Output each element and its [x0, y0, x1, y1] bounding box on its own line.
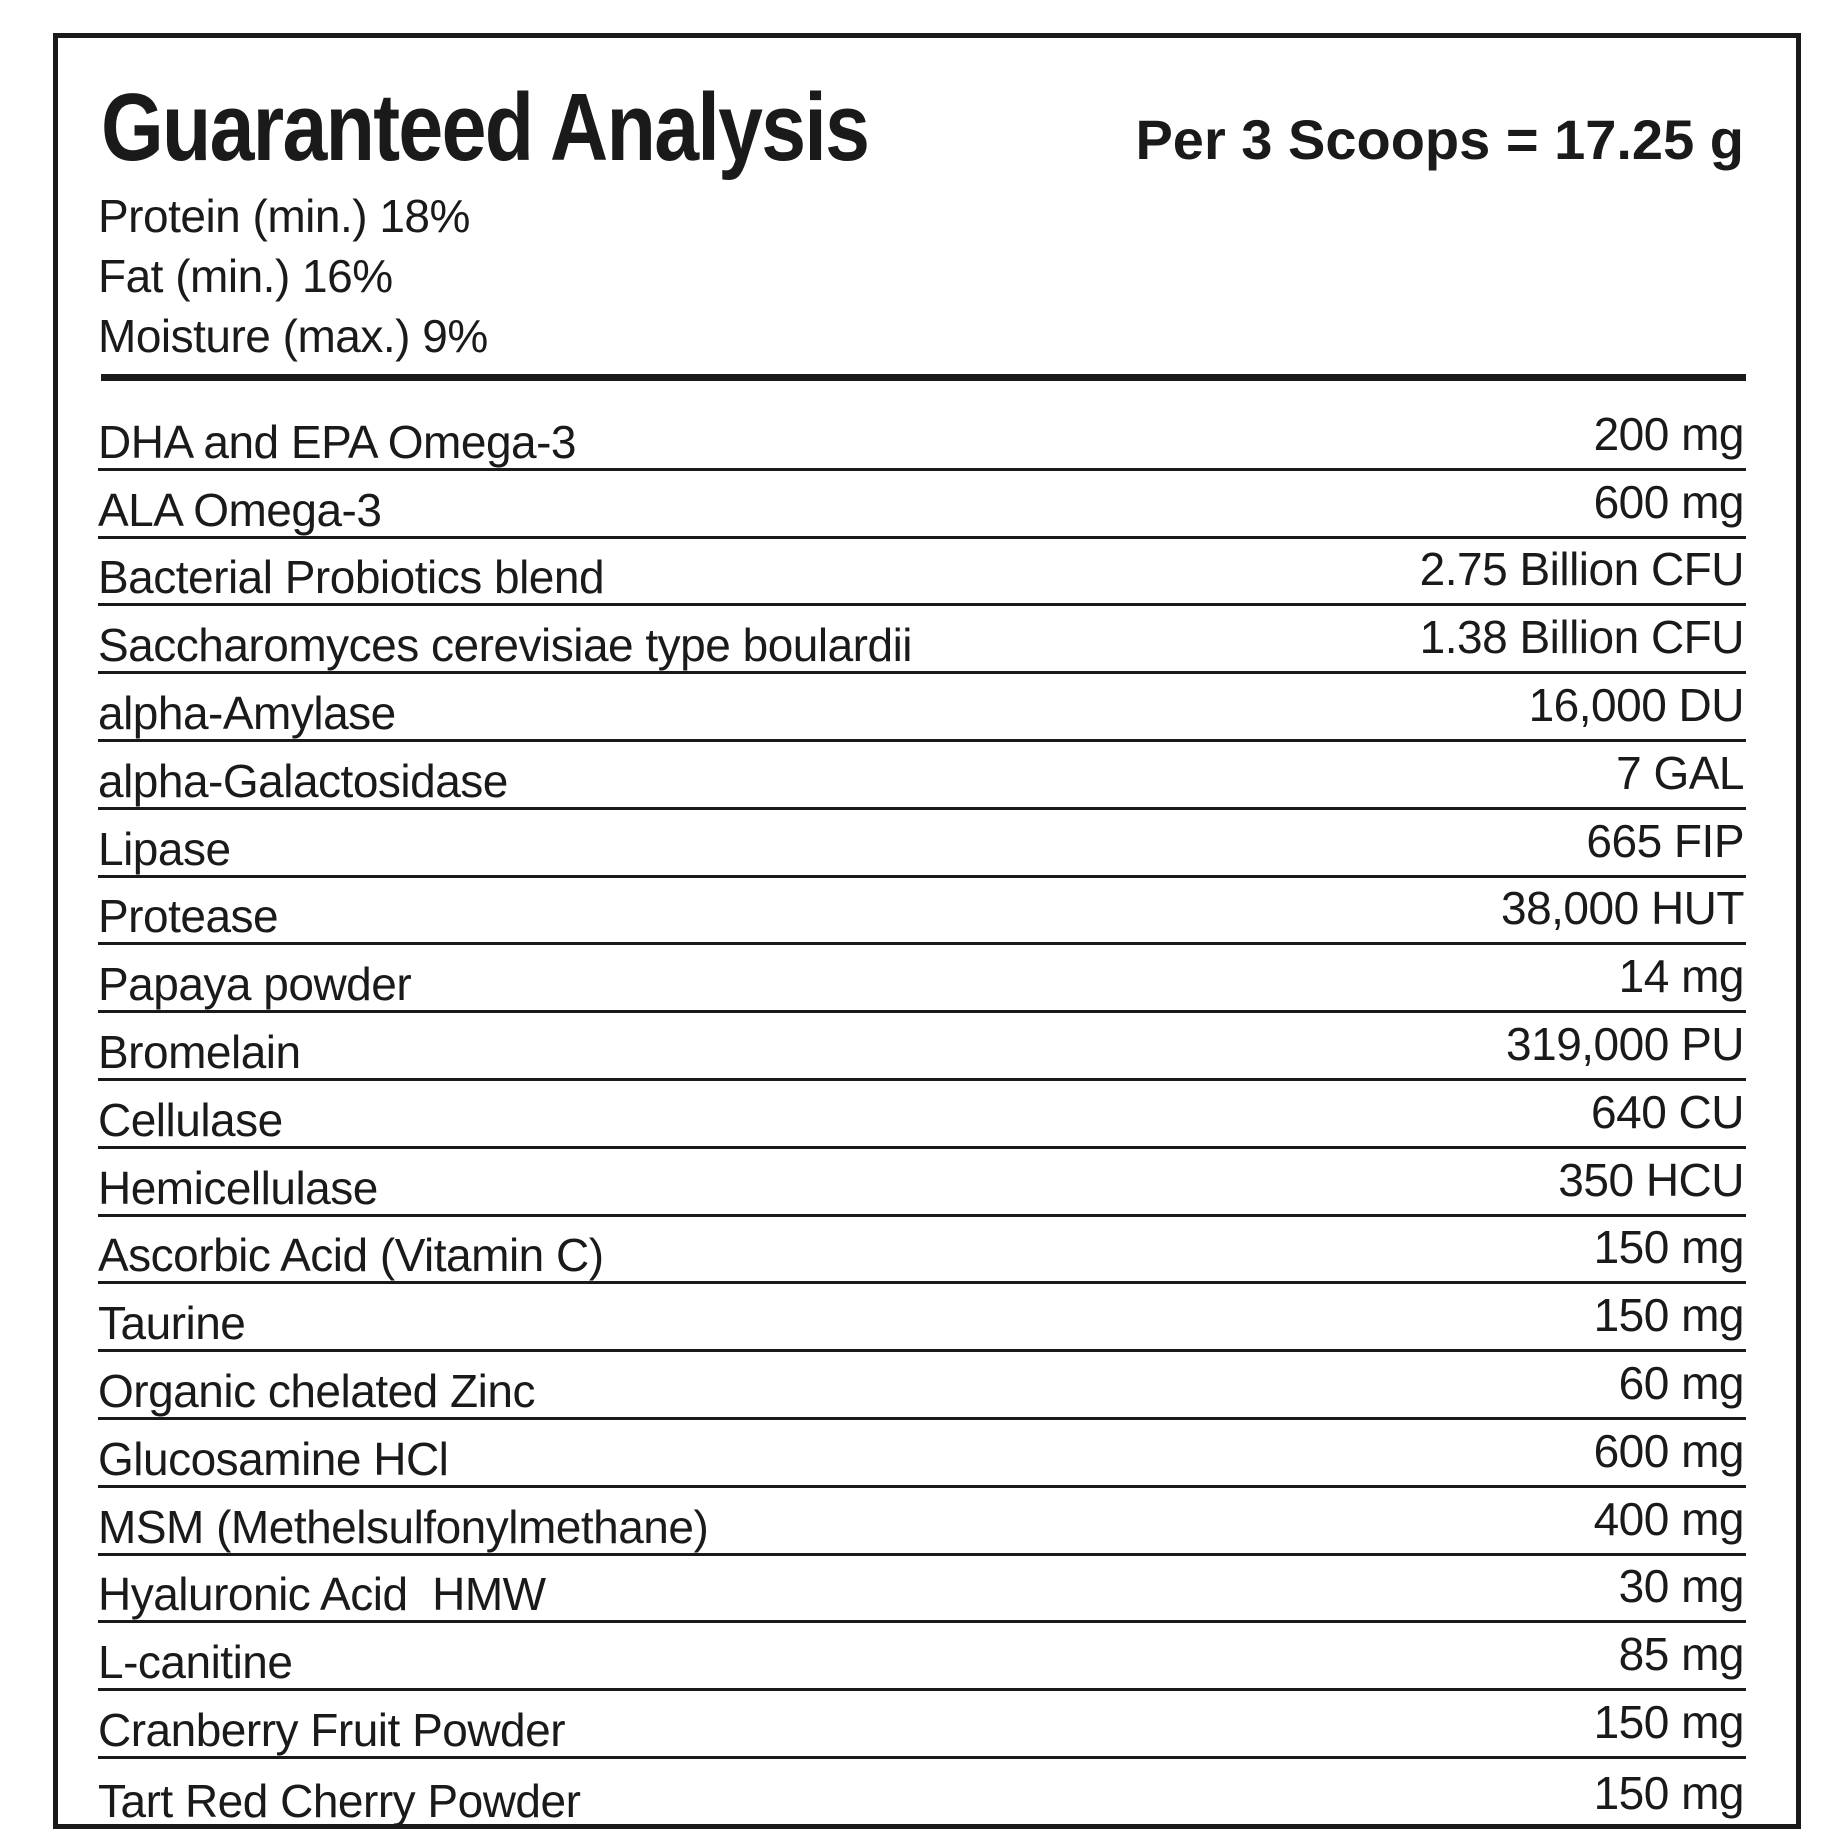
- ingredient-amount: 665 FIP: [1586, 814, 1744, 867]
- ingredient-amount: 200 mg: [1593, 407, 1744, 460]
- ingredient-name: Hemicellulase: [98, 1161, 378, 1214]
- ingredient-name: Lipase: [98, 822, 231, 875]
- ingredient-row: [98, 1081, 1746, 1149]
- ingredient-name: ALA Omega-3: [98, 483, 382, 536]
- ingredient-name: Tart Red Cherry Powder: [98, 1774, 581, 1827]
- ingredient-amount: 60 mg: [1618, 1356, 1744, 1409]
- ingredient-amount: 2.75 Billion CFU: [1419, 543, 1744, 596]
- ingredient-row: [98, 1488, 1746, 1556]
- ingredient-amount: 7 GAL: [1616, 746, 1744, 799]
- analysis-fat: Fat (min.) 16%: [98, 250, 393, 302]
- section-divider: [101, 374, 1746, 381]
- ingredient-name: Saccharomyces cerevisiae type boulardii: [98, 619, 913, 672]
- ingredient-row: [98, 1284, 1746, 1352]
- ingredient-name: Hyaluronic Acid HMW: [98, 1568, 546, 1621]
- analysis-moisture: Moisture (max.) 9%: [98, 310, 488, 362]
- ingredient-amount: 319,000 PU: [1506, 1017, 1744, 1070]
- ingredient-amount: 600 mg: [1593, 1424, 1744, 1477]
- ingredient-amount: 85 mg: [1618, 1628, 1744, 1681]
- ingredient-row: [98, 878, 1746, 946]
- ingredient-amount: 150 mg: [1593, 1766, 1744, 1819]
- ingredient-amount: 30 mg: [1618, 1560, 1744, 1613]
- ingredient-amount: 16,000 DU: [1528, 678, 1744, 731]
- ingredient-amount: 600 mg: [1593, 475, 1744, 528]
- ingredient-amount: 150 mg: [1593, 1221, 1744, 1274]
- ingredient-amount: 150 mg: [1593, 1695, 1744, 1748]
- ingredient-row: [98, 810, 1746, 878]
- ingredient-name: Ascorbic Acid (Vitamin C): [98, 1229, 604, 1282]
- ingredient-row: [98, 1759, 1746, 1827]
- ingredient-name: Taurine: [98, 1297, 246, 1350]
- ingredient-row: [98, 1217, 1746, 1285]
- ingredient-name: Papaya powder: [98, 958, 412, 1011]
- ingredient-amount: 14 mg: [1618, 950, 1744, 1003]
- ingredient-row: [98, 403, 1746, 471]
- ingredient-row: [98, 471, 1746, 539]
- ingredient-row: [98, 606, 1746, 674]
- ingredient-name: Bromelain: [98, 1025, 301, 1078]
- ingredient-name: DHA and EPA Omega-3: [98, 415, 577, 468]
- ingredient-row: [98, 539, 1746, 607]
- ingredient-name: Organic chelated Zinc: [98, 1364, 535, 1417]
- analysis-list: [98, 186, 488, 366]
- ingredient-name: MSM (Methelsulfonylmethane): [98, 1500, 709, 1553]
- ingredient-amount: 640 CU: [1591, 1085, 1744, 1138]
- ingredient-row: [98, 1013, 1746, 1081]
- ingredient-row: [98, 742, 1746, 810]
- ingredient-row: [98, 1420, 1746, 1488]
- ingredient-row: [98, 945, 1746, 1013]
- ingredient-amount: 38,000 HUT: [1500, 882, 1744, 935]
- ingredient-row: [98, 1352, 1746, 1420]
- ingredient-row: [98, 674, 1746, 742]
- ingredient-name: alpha-Amylase: [98, 686, 396, 739]
- ingredient-name: Bacterial Probiotics blend: [98, 551, 605, 604]
- ingredient-amount: 400 mg: [1593, 1492, 1744, 1545]
- ingredient-amount: 150 mg: [1593, 1289, 1744, 1342]
- ingredient-amount: 1.38 Billion CFU: [1419, 611, 1744, 664]
- label-title: Guaranteed Analysis: [101, 74, 869, 181]
- ingredient-name: Cranberry Fruit Powder: [98, 1703, 566, 1756]
- ingredient-name: Protease: [98, 890, 279, 943]
- ingredient-name: Glucosamine HCl: [98, 1432, 449, 1485]
- analysis-protein: Protein (min.) 18%: [98, 190, 470, 242]
- serving-size: Per 3 Scoops = 17.25 g: [1135, 108, 1744, 171]
- ingredient-row: [98, 1691, 1746, 1759]
- ingredient-row: [98, 1556, 1746, 1624]
- ingredient-name: L-canitine: [98, 1636, 293, 1689]
- ingredient-row: [98, 1623, 1746, 1691]
- ingredient-row: [98, 1149, 1746, 1217]
- ingredient-name: alpha-Galactosidase: [98, 754, 508, 807]
- ingredient-table: [98, 403, 1746, 1827]
- ingredient-name: Cellulase: [98, 1093, 283, 1146]
- ingredient-amount: 350 HCU: [1558, 1153, 1744, 1206]
